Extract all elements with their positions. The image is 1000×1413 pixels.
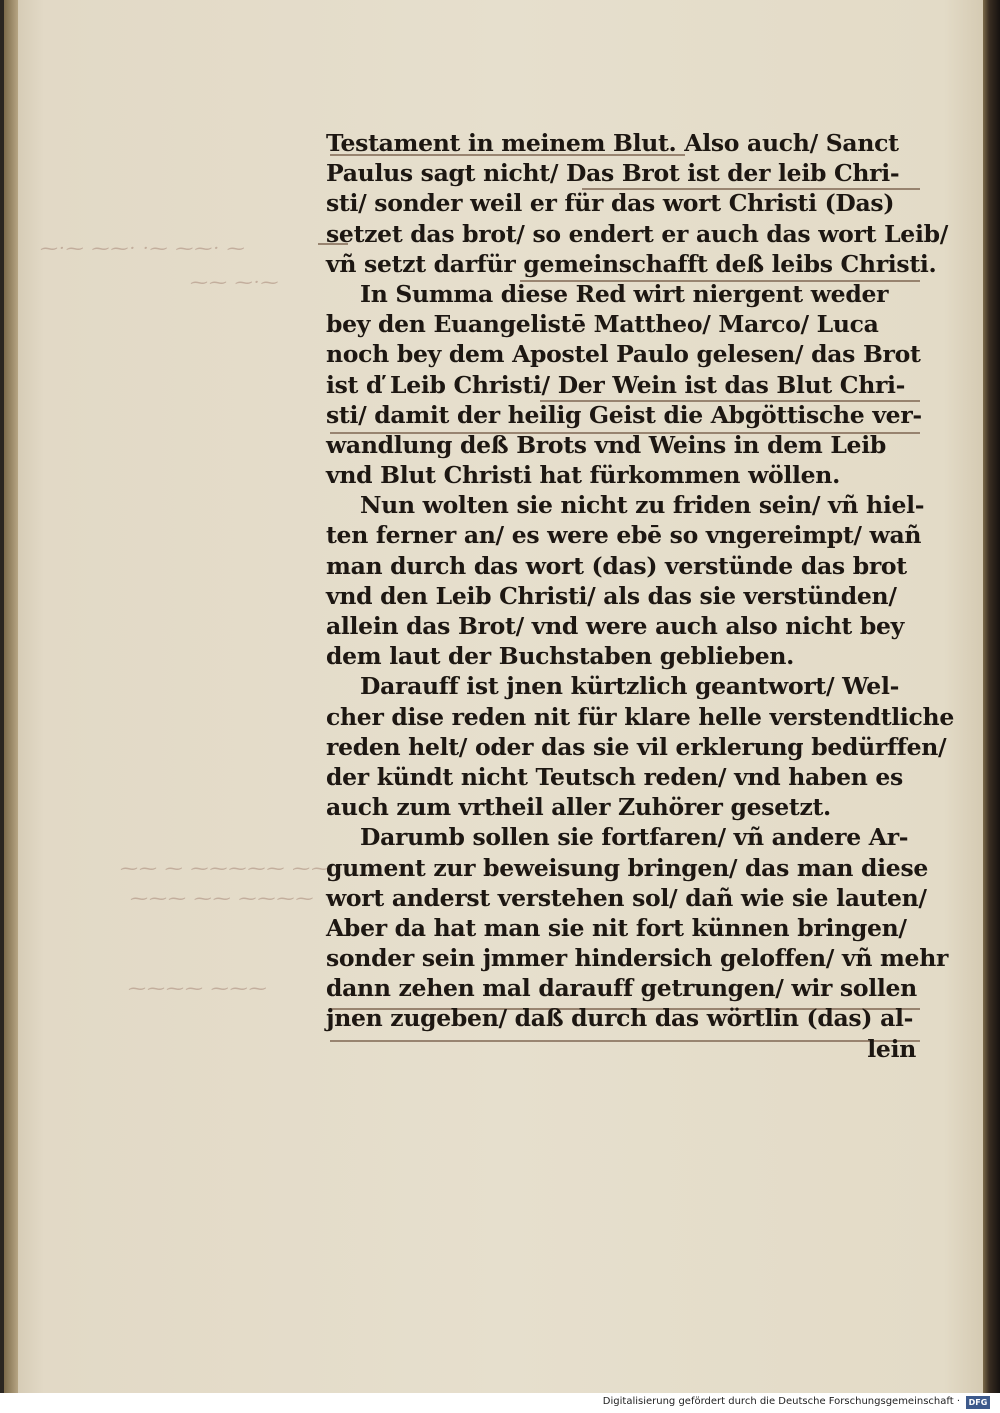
text-line: In Summa diese Red wirt niergent weder	[360, 279, 889, 308]
text-line: der kündt nicht Teutsch reden/ vnd haben es	[326, 762, 903, 791]
margin-annotation: ⁓·⁓ ⁓⁓· ·⁓ ⁓⁓· ⁓	[40, 238, 246, 259]
text-line: vnd Blut Christi hat fürkommen wöllen.	[326, 461, 840, 490]
text-line: ten ferner an/ es were ebē so vngereimpt/ wañ	[326, 521, 922, 550]
margin-annotation: ⁓⁓ ⁓·⁓	[190, 272, 280, 293]
text-line: Paulus sagt nicht/ Das Brot ist der leib Chri-	[326, 159, 900, 188]
text-line: vnd den Leib Christi/ als das sie verstünden/	[326, 581, 897, 610]
text-line: Testament in meinem Blut. Also auch/ Sanct	[326, 129, 899, 157]
dfg-logo-icon: DFG	[966, 1396, 990, 1409]
margin-annotation: ⁓⁓⁓ ⁓⁓ ⁓⁓⁓⁓	[130, 888, 315, 909]
text-line: Darumb sollen sie fortfaren/ vñ andere Ar-	[360, 823, 909, 852]
text-line: Aber da hat man sie nit fort künnen bringen/	[326, 913, 907, 942]
margin-annotation: ⁓⁓⁓⁓ ⁓⁓⁓	[128, 978, 268, 999]
text-line: wandlung deß Brots vnd Weins in dem Leib	[326, 430, 886, 459]
text-line: reden helt/ oder das sie vil erklerung bedürffen/	[326, 732, 947, 761]
text-line: jnen zugeben/ daß durch das wörtlin (das) al-	[326, 1004, 914, 1033]
funding-credit: Digitalisierung gefördert durch die Deutsche Forschungsgemeinschaft ·	[602, 1396, 960, 1407]
text-line: bey den Euangelistē Mattheo/ Marco/ Luca	[326, 310, 879, 339]
text-line: dem laut der Buchstaben geblieben.	[326, 642, 795, 671]
footer-bar	[0, 1393, 1000, 1413]
text-line: sti/ damit der heilig Geist die Abgöttische ver-	[326, 400, 922, 429]
text-line: noch bey dem Apostel Paulo gelesen/ das Brot	[326, 340, 921, 369]
page-text	[326, 128, 954, 1064]
text-line: allein das Brot/ vnd were auch also nicht bey	[326, 612, 904, 640]
page-right-edge	[983, 0, 1000, 1393]
text-line: auch zum vrtheil aller Zuhörer gesetzt.	[326, 793, 831, 822]
text-line: Nun wolten sie nicht zu friden sein/ vñ hiel-	[360, 491, 925, 520]
text-line: ist ď Leib Christi/ Der Wein ist das Blut Chri-	[326, 370, 906, 399]
text-line: gument zur beweisung bringen/ das man diese	[326, 853, 929, 882]
text-line: dann zehen mal darauff getrungen/ wir sollen	[326, 974, 917, 1003]
text-line: sti/ sonder weil er für das wort Christi (Das)	[326, 189, 895, 218]
text-line: cher dise reden nit für klare helle verstendtliche	[326, 702, 954, 731]
text-line: sonder sein jmmer hindersich geloffen/ vñ mehr	[326, 944, 949, 973]
text-line: Darauff ist jnen kürtzlich geantwort/ Wel-	[360, 672, 900, 701]
text-line: setzet das brot/ so endert er auch das wort Leib/	[326, 219, 948, 248]
text-line: vñ setzt darfür gemeinschafft deß leibs Christi.	[326, 249, 937, 278]
catchword: lein	[867, 1034, 916, 1063]
text-line: wort anderst verstehen sol/ dañ wie sie lauten/	[326, 883, 927, 912]
margin-annotation: ⁓⁓ ⁓ ⁓⁓⁓⁓⁓ ⁓⁓	[120, 858, 331, 879]
binding-edge	[4, 0, 18, 1393]
text-line: man durch das wort (das) verstünde das brot	[326, 551, 907, 580]
